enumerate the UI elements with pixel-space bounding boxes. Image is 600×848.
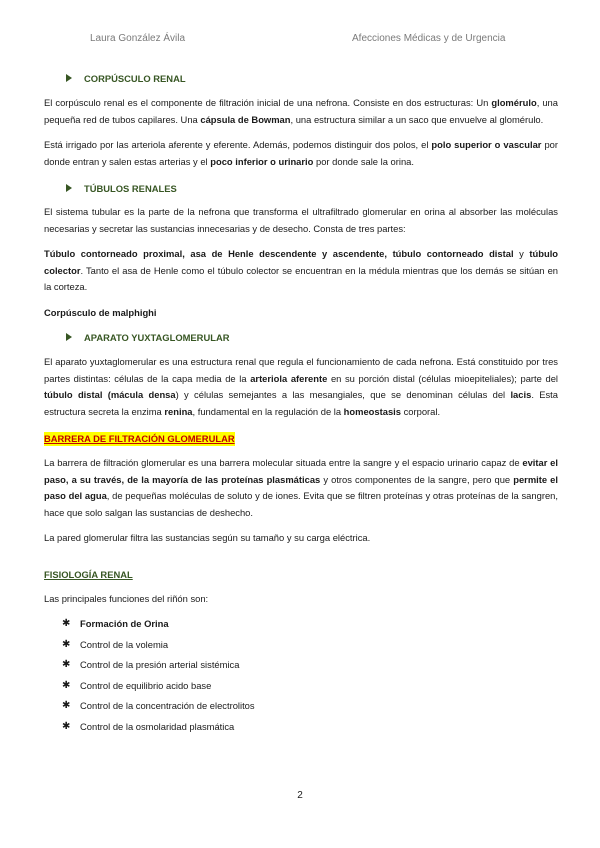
section-heading-fisiologia (44, 565, 558, 583)
text: ) y células semejantes a las mesangiales, que se denominan células del (175, 389, 511, 400)
subheading-malpighi: Corpúsculo de malphighi (44, 306, 157, 318)
list-item-label: Formación de Orina (80, 618, 169, 629)
bold-term: polo superior o vascular (431, 139, 542, 150)
list-item (62, 696, 558, 717)
text: La barrera de filtración glomerular es una barrera molecular situada entre la sangre y el espacio urinario capaz de (44, 457, 523, 468)
list-item-label: Control de la concentración de electrolitos (80, 700, 255, 711)
text: en su porción distal (células mioepiteliales); parte del (327, 372, 559, 384)
arrowhead-icon (66, 333, 72, 341)
paragraph: Las principales funciones del riñón son: (44, 592, 209, 604)
list-item (62, 676, 558, 697)
asterisk-icon: ✱ (62, 638, 71, 650)
text: y otros componentes de la sangre, pero que (320, 473, 514, 485)
text: corporal. (400, 405, 441, 417)
section-title: CORPÚSCULO RENAL (84, 72, 186, 84)
text: , una pequeña red de tubos capilares. Una (44, 97, 558, 125)
section-heading-corpusculo (44, 70, 558, 86)
list-item-label: Control de la volemia (80, 638, 169, 650)
list-item (62, 655, 558, 676)
text: Está irrigado por las arteriola aferente y eferente. Además, podemos distinguir dos polos, el (44, 139, 432, 150)
section-heading-yuxta (44, 329, 558, 345)
bold-term: arteriola aferente (250, 372, 328, 384)
paragraph: La pared glomerular filtra las sustancias según su tamaño y su carga eléctrica. (44, 532, 371, 543)
bold-term: homeostasis (343, 405, 401, 417)
text: El aparato yuxtaglomerular es una estructura renal que regula el funcionamiento de cada nefrona. Está constituido por tres partes distintas: células de la capa media de la (44, 356, 558, 384)
bold-term: Túbulo contorneado proximal (44, 248, 183, 259)
asterisk-icon: ✱ (62, 659, 71, 671)
bold-term: permite el paso del agua (44, 473, 559, 501)
text: , (182, 248, 191, 259)
bold-term: evitar el paso, a su través, de la mayoría de las proteínas plasmáticas (44, 457, 558, 485)
text: por donde sale la orina. (313, 155, 414, 167)
bold-term: asa de Henle descendente y ascendente (190, 248, 385, 259)
asterisk-icon: ✱ (62, 720, 71, 732)
asterisk-icon: ✱ (62, 618, 71, 630)
bold-term: túbulo contorneado distal (392, 248, 514, 259)
list-item-label: Control de equilibrio acido base (80, 679, 212, 691)
list-item (62, 635, 558, 656)
list-item-label: Control de la osmolaridad plasmática (80, 720, 235, 732)
list-item-label: Control de la presión arterial sistémica (80, 659, 240, 670)
page-content (44, 70, 558, 737)
bold-term: lacis (510, 389, 532, 400)
text: , de pequeñas moléculas de soluto y de iones. Evita que se filtren proteínas y otras proteínas de la sangren, hace que solo salgan las sustancias de deshecho. (44, 490, 558, 518)
paragraph (44, 95, 558, 128)
header-course: Afecciones Médicas y de Urgencia (352, 33, 506, 44)
header-author: Laura González Ávila (90, 33, 186, 44)
bold-term: glomérulo (491, 97, 537, 108)
page-number: 2 (297, 790, 303, 801)
text: . Tanto el asa de Henle como el túbulo colector se encuentran en la médula mientras que los demás se sitúan en la corteza. (44, 264, 558, 292)
paragraph (44, 354, 558, 420)
section-title: APARATO YUXTAGLOMERULAR (84, 331, 230, 343)
text: , una estructura similar a un saco que envuelve al glomérulo. (290, 113, 544, 125)
list-item (62, 614, 558, 635)
paragraph (44, 137, 558, 170)
text: . Esta estructura secreta la enzima (44, 389, 558, 417)
text: El corpúsculo renal es el componente de filtración inicial de una nefrona. Consiste en dos estructuras: Un (44, 97, 492, 108)
list-item (62, 717, 558, 738)
paragraph: El sistema tubular es la parte de la nefrona que transforma el ultrafiltrado glomerular en orina al absorber las moléculas necesarias y secretar las sustancias innecesarias y de desecho. Consta de tres partes: (44, 206, 558, 234)
bold-term: túbulo colector (44, 248, 559, 276)
text: por donde entran y salen estas arterias y el (44, 139, 558, 167)
paragraph (44, 246, 558, 296)
section-heading-tubulos (44, 180, 558, 196)
asterisk-icon: ✱ (62, 679, 71, 691)
text: , fundamental en la regulación de la (192, 405, 344, 417)
section-title: TÚBULOS RENALES (84, 182, 177, 194)
bold-term: cápsula de Bowman (200, 113, 291, 125)
paragraph (44, 455, 558, 521)
section-title-highlighted: BARRERA DE FILTRACIÓN GLOMERULAR (44, 433, 235, 444)
section-heading-barrera (44, 429, 558, 447)
text: y (513, 248, 530, 259)
function-list (44, 614, 558, 737)
asterisk-icon: ✱ (62, 700, 71, 712)
text: , (384, 248, 393, 259)
arrowhead-icon (66, 184, 72, 192)
section-title-underlined: FISIOLOGÍA RENAL (44, 568, 133, 580)
bold-term: poco inferior o urinario (210, 155, 314, 167)
arrowhead-icon (66, 74, 72, 82)
bold-term: túbulo distal (mácula densa (44, 389, 176, 400)
bold-term: renina (164, 405, 193, 417)
